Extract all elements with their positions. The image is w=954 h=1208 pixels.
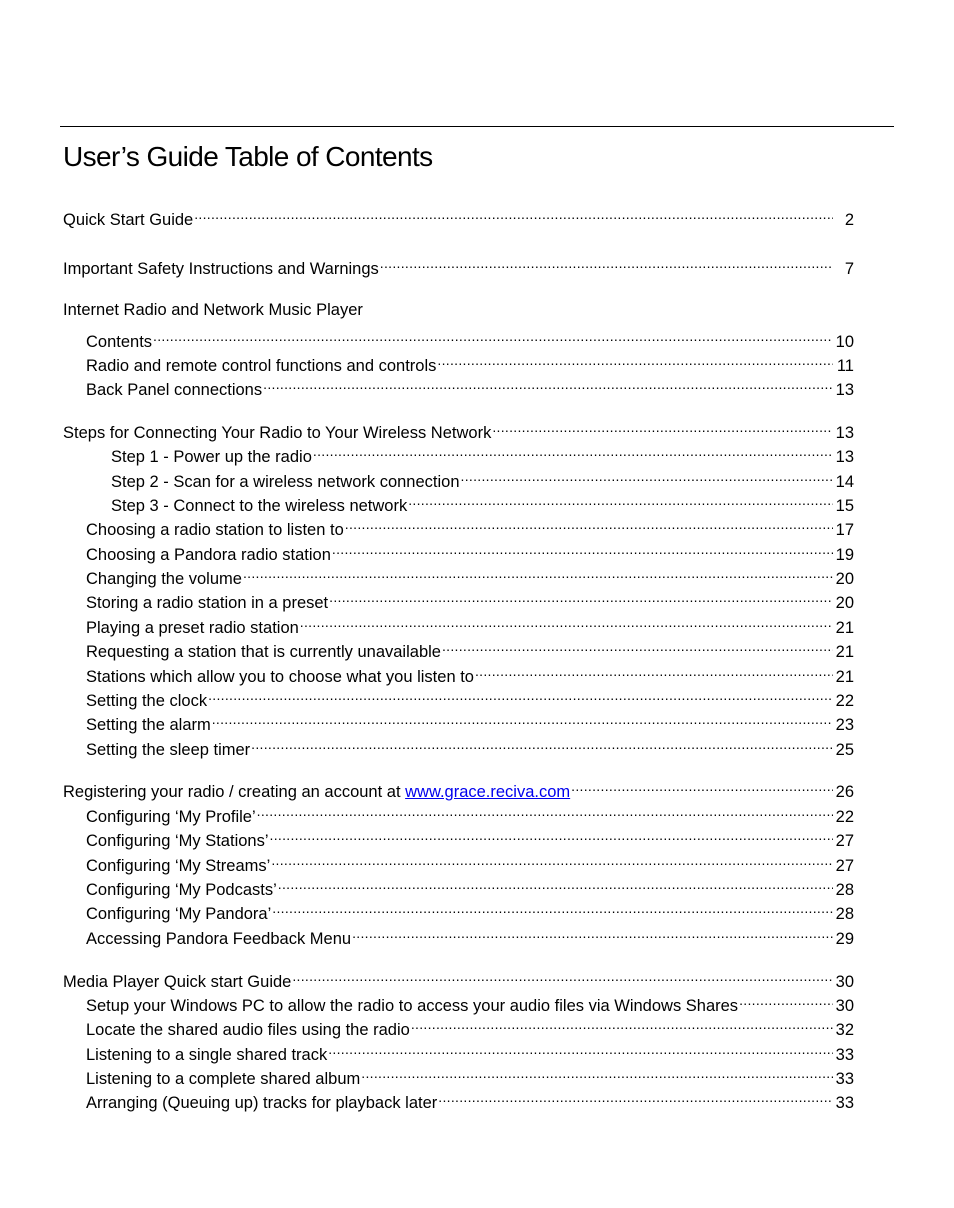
toc-page-number: 27 (835, 832, 854, 850)
toc-entry-label: Media Player Quick start Guide (63, 973, 292, 991)
toc-entry[interactable] (111, 487, 854, 515)
dot-leader (251, 731, 833, 755)
toc-page-number: 33 (835, 1046, 854, 1064)
toc-entry-label: Registering your radio / creating an account at www.grace.reciva.com (63, 783, 571, 801)
toc-page-number: 14 (835, 473, 854, 491)
toc-entry-label: Radio and remote control functions and controls (86, 357, 437, 375)
toc-entry-label: Setting the alarm (86, 716, 211, 734)
toc-entry-label: Setting the sleep timer (86, 741, 251, 759)
toc-entry[interactable] (86, 731, 854, 759)
toc-entry[interactable] (86, 536, 854, 564)
toc-entry[interactable] (86, 511, 854, 539)
toc-page-number: 27 (835, 857, 854, 875)
dot-leader (345, 511, 833, 535)
dot-leader (329, 584, 833, 608)
toc-entry[interactable] (63, 773, 854, 801)
toc-entry[interactable] (86, 347, 854, 375)
toc-page-number: 13 (835, 424, 854, 442)
header-rule (60, 126, 894, 127)
toc-entry[interactable] (86, 920, 854, 948)
toc-page-number: 19 (835, 546, 854, 564)
toc-entry[interactable] (111, 438, 854, 466)
toc-entry[interactable] (86, 323, 854, 351)
toc-entry-label: Back Panel connections (86, 381, 263, 399)
toc-entry[interactable] (86, 609, 854, 637)
toc-page-number: 23 (835, 716, 854, 734)
toc-entry[interactable] (63, 201, 854, 229)
dot-leader (411, 1011, 833, 1035)
dot-leader (332, 536, 833, 560)
dot-leader (153, 323, 833, 347)
dot-leader (257, 798, 833, 822)
toc-entry[interactable] (86, 847, 854, 875)
toc-entry-label: Requesting a station that is currently unavailable (86, 643, 441, 661)
toc-entry-label: Choosing a Pandora radio station (86, 546, 331, 564)
toc-page-number: 30 (835, 973, 854, 991)
toc-entry[interactable] (86, 1011, 854, 1039)
toc-entry[interactable] (86, 633, 854, 661)
dot-leader (270, 822, 834, 846)
toc-page-number: 22 (835, 808, 854, 826)
toc-page-number: 21 (835, 619, 854, 637)
toc-page-number: 26 (835, 783, 854, 801)
toc-page-number: 13 (835, 448, 854, 466)
dot-leader (194, 201, 833, 225)
dot-leader (243, 560, 833, 584)
dot-leader (212, 706, 833, 730)
dot-leader (438, 1084, 833, 1108)
dot-leader (380, 250, 833, 274)
toc-entry[interactable] (86, 658, 854, 686)
dot-leader (263, 371, 833, 395)
toc-entry-label: Quick Start Guide (63, 211, 194, 229)
toc-entry-label: Setup your Windows PC to allow the radio to access your audio files via Windows Shares (86, 997, 739, 1015)
toc-page-number: 22 (835, 692, 854, 710)
toc-entry-label: Step 1 - Power up the radio (111, 448, 312, 466)
dot-leader (408, 487, 833, 511)
toc-page-number: 29 (835, 930, 854, 948)
toc-entry[interactable] (86, 822, 854, 850)
toc-entry-label: Stations which allow you to choose what you listen to (86, 668, 474, 686)
toc-entry-label: Configuring ‘My Pandora’ (86, 905, 272, 923)
toc-entry[interactable] (86, 987, 854, 1015)
toc-entry-label: Changing the volume (86, 570, 242, 588)
toc-entry[interactable] (86, 706, 854, 734)
toc-page-number: 2 (844, 211, 854, 229)
toc-entry-label: Playing a preset radio station (86, 619, 299, 637)
toc-page-number: 15 (835, 497, 854, 515)
toc-entry[interactable] (111, 463, 854, 491)
toc-entry[interactable] (63, 963, 854, 991)
toc-page-number: 17 (835, 521, 854, 539)
toc-page-number: 21 (835, 668, 854, 686)
toc-entry[interactable] (63, 414, 854, 442)
toc-entry[interactable] (86, 798, 854, 826)
dot-leader (292, 963, 833, 987)
toc-entry-label: Configuring ‘My Streams’ (86, 857, 271, 875)
toc-entry[interactable] (86, 871, 854, 899)
toc-page-number: 30 (835, 997, 854, 1015)
dot-leader (739, 987, 833, 1011)
toc-entry-label: Listening to a complete shared album (86, 1070, 361, 1088)
toc-entry-label: Listening to a single shared track (86, 1046, 328, 1064)
toc-entry-label: Steps for Connecting Your Radio to Your Wireless Network (63, 424, 492, 442)
dot-leader (271, 847, 833, 871)
toc-entry[interactable] (86, 371, 854, 399)
toc-entry[interactable] (86, 895, 854, 923)
toc-entry-label: Arranging (Queuing up) tracks for playback later (86, 1094, 438, 1112)
website-link[interactable]: www.grace.reciva.com (405, 783, 571, 801)
toc-entry-label: Choosing a radio station to listen to (86, 521, 344, 539)
dot-leader (442, 633, 833, 657)
toc-entry[interactable] (86, 1060, 854, 1088)
dot-leader (272, 895, 833, 919)
toc-entry-label: Storing a radio station in a preset (86, 594, 329, 612)
toc-entry-label: Contents (86, 333, 153, 351)
toc-entry[interactable] (86, 560, 854, 588)
toc-page-number: 21 (835, 643, 854, 661)
toc-entry[interactable] (86, 1036, 854, 1064)
toc-page-number: 33 (835, 1094, 854, 1112)
toc-entry-label: Configuring ‘My Profile’ (86, 808, 256, 826)
toc-entry-label: Accessing Pandora Feedback Menu (86, 930, 352, 948)
toc-entry-label: Locate the shared audio files using the radio (86, 1021, 410, 1039)
dot-leader (361, 1060, 833, 1084)
dot-leader (461, 463, 833, 487)
toc-page-number: 7 (844, 260, 854, 278)
toc-page-number: 32 (835, 1021, 854, 1039)
toc-entry-label: Step 3 - Connect to the wireless network (111, 497, 408, 515)
toc-page-number: 33 (835, 1070, 854, 1088)
toc-entry[interactable] (63, 250, 854, 278)
dot-leader (352, 920, 833, 944)
toc-entry-label: Step 2 - Scan for a wireless network connection (111, 473, 460, 491)
dot-leader (278, 871, 833, 895)
toc-entry[interactable] (86, 1084, 854, 1112)
toc-page-number: 10 (835, 333, 854, 351)
toc-section-heading[interactable] (63, 298, 854, 322)
dot-leader (475, 658, 833, 682)
dot-leader (313, 438, 833, 462)
toc-entry-label: Setting the clock (86, 692, 208, 710)
toc-page-number: 11 (836, 357, 854, 375)
page-title: User’s Guide Table of Contents (63, 141, 433, 172)
toc-page-number: 25 (835, 741, 854, 759)
toc-entry[interactable] (86, 682, 854, 710)
dot-leader (300, 609, 833, 633)
dot-leader (492, 414, 833, 438)
toc-entry-label: Important Safety Instructions and Warnings (63, 260, 379, 278)
dot-leader (437, 347, 833, 371)
toc-entry-label: Configuring ‘My Stations’ (86, 832, 269, 850)
toc-entry-label: Configuring ‘My Podcasts’ (86, 881, 277, 899)
dot-leader (328, 1036, 833, 1060)
toc-page-number: 20 (835, 570, 854, 588)
toc-page-number: 13 (835, 381, 854, 399)
toc-page-number: 28 (835, 905, 854, 923)
toc-page-number: 28 (835, 881, 854, 899)
toc-entry-label: Internet Radio and Network Music Player (63, 301, 363, 319)
toc-entry[interactable] (86, 584, 854, 612)
dot-leader (571, 773, 833, 797)
dot-leader (208, 682, 833, 706)
toc-page-number: 20 (835, 594, 854, 612)
